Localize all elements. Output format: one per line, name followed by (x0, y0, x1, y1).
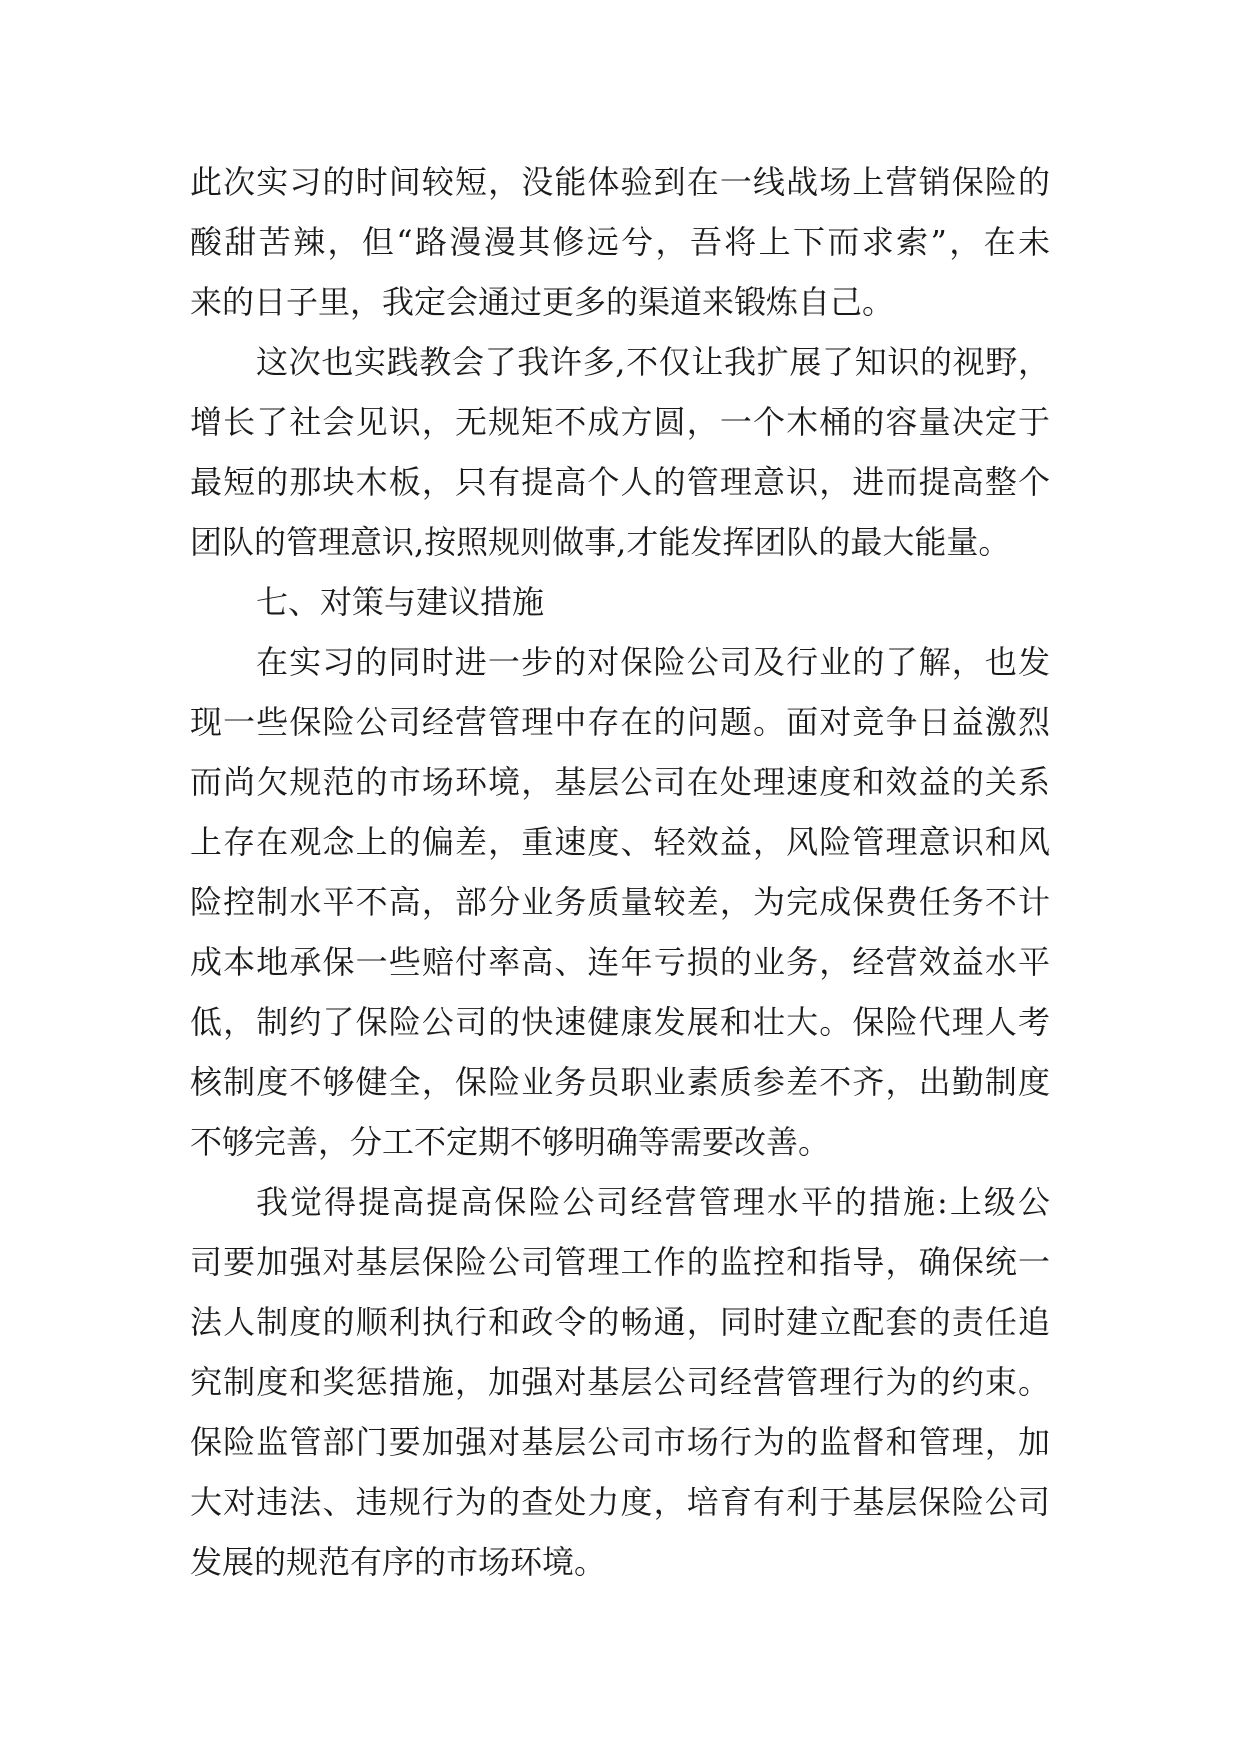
paragraph (190, 632, 1050, 1172)
text-line: 最短的那块木板，只有提高个人的管理意识，进而提高整个 (190, 463, 1050, 501)
text-line: 核制度不够健全，保险业务员职业素质参差不齐，出勤制度 (190, 1063, 1050, 1101)
body-text (190, 152, 1050, 1592)
text-line: 保险监管部门要加强对基层公司市场行为的监督和管理，加 (190, 1423, 1050, 1461)
paragraph (190, 332, 1050, 572)
text-line: 来的日子里，我定会通过更多的渠道来锻炼自己。 (190, 283, 895, 321)
text-line: 低，制约了保险公司的快速健康发展和壮大。保险代理人考 (190, 1003, 1050, 1041)
text-line: 险控制水平不高，部分业务质量较差，为完成保费任务不计 (190, 883, 1050, 921)
section-heading (190, 572, 1050, 632)
text-line: 司要加强对基层保险公司管理工作的监控和指导，确保统一 (190, 1243, 1050, 1281)
text-line: 不够完善，分工不定期不够明确等需要改善。 (190, 1123, 831, 1161)
paragraph-continued (190, 152, 1050, 332)
text-line: 成本地承保一些赔付率高、连年亏损的业务，经营效益水平 (190, 943, 1050, 981)
text-line: 现一些保险公司经营管理中存在的问题。面对竞争日益激烈 (190, 703, 1050, 741)
text-line: 此次实习的时间较短，没能体验到在一线战场上营销保险的 (190, 163, 1050, 201)
text-line: 增长了社会见识，无规矩不成方圆，一个木桶的容量决定于 (190, 403, 1050, 441)
text-line: 究制度和奖惩措施，加强对基层公司经营管理行为的约束。 (190, 1363, 1050, 1401)
text-line: 我觉得提高提高保险公司经营管理水平的措施:上级公 (256, 1183, 1050, 1221)
section-heading-text: 七、对策与建议措施 (256, 583, 545, 621)
text-line: 法人制度的顺利执行和政令的畅通，同时建立配套的责任追 (190, 1303, 1050, 1341)
text-line: 团队的管理意识,按照规则做事,才能发挥团队的最大能量。 (190, 523, 1011, 561)
paragraph (190, 1172, 1050, 1592)
text-line: 发展的规范有序的市场环境。 (190, 1543, 607, 1581)
text-line: 酸甜苦辣，但“路漫漫其修远兮，吾将上下而求索”，在未 (190, 223, 1050, 261)
text-line: 在实习的同时进一步的对保险公司及行业的了解，也发 (256, 643, 1050, 681)
text-line: 上存在观念上的偏差，重速度、轻效益，风险管理意识和风 (190, 823, 1050, 861)
text-line: 大对违法、违规行为的查处力度，培育有利于基层保险公司 (190, 1483, 1050, 1521)
text-line: 这次也实践教会了我许多,不仅让我扩展了知识的视野， (256, 343, 1050, 381)
text-line: 而尚欠规范的市场环境，基层公司在处理速度和效益的关系 (190, 763, 1050, 801)
